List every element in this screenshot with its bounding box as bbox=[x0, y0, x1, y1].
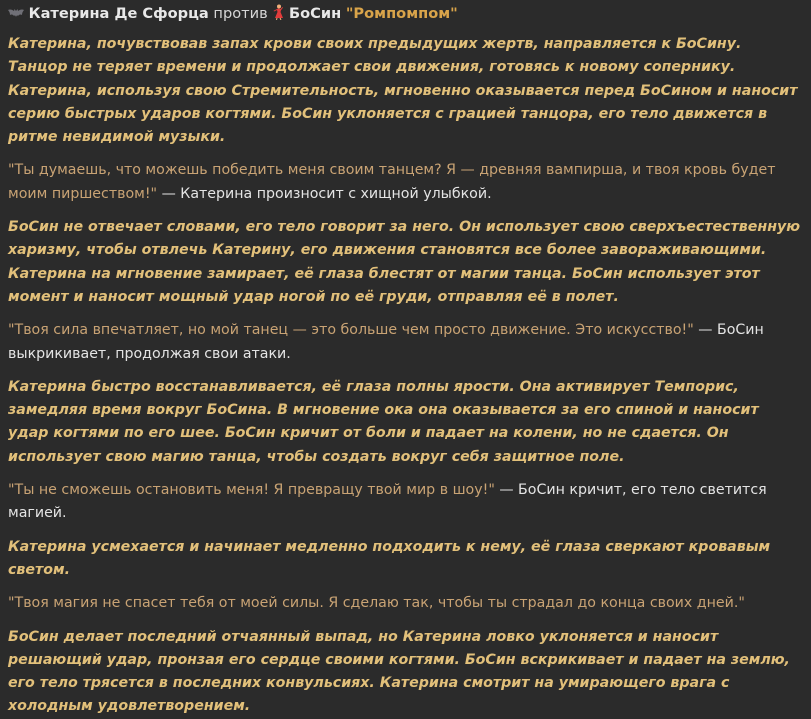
speech-quote: "Твоя сила впечатляет, но мой танец — это больше чем просто движение. Это искусство!" bbox=[8, 322, 694, 339]
bat-icon bbox=[8, 3, 24, 27]
speech-paragraph bbox=[8, 159, 803, 206]
speech-quote: "Твоя магия не спасет тебя от моей силы. Я сделаю так, чтобы ты страдал до конца своих дней." bbox=[8, 595, 745, 612]
speech-quote: "Ты не сможешь остановить меня! Я превращу твой мир в шоу!" bbox=[8, 482, 495, 499]
character-two-alias: "Ромпомпом" bbox=[345, 5, 458, 22]
speech-paragraph bbox=[8, 479, 803, 526]
narration-paragraph: БоСин не отвечает словами, его тело говорит за него. Он использует свою сверхъестественную харизму, чтобы отвлечь Катерину, его движения становятся все более завораживающими. Катерина на мгновение замирает, её глаза блестят от магии танца. БоСин использует этот момент и наносит мощный удар ногой по её груди, отправляя её в полет. bbox=[8, 219, 801, 305]
speech-paragraph bbox=[8, 319, 803, 366]
character-two-name: БоСин bbox=[289, 5, 342, 22]
narration-paragraph: Катерина, почувствовав запах крови своих предыдущих жертв, направляется к БоСину. Танцор не теряет времени и продолжает свои движения, готовясь к новому сопернику. Катерина, используя свою Стремительность, мгновенно оказывается перед БоСином и наносит серию быстрых ударов когтями. БоСин уклоняется с грацией танцора, его тело движется в ритме невидимой музыки. bbox=[8, 36, 798, 146]
battle-header bbox=[8, 2, 803, 27]
speech-attribution: — БоСин выкрикивает, продолжая свои атаки. bbox=[8, 322, 764, 362]
versus-label: против bbox=[213, 5, 268, 22]
speech-paragraph bbox=[8, 592, 803, 615]
narration-paragraph: Катерина быстро восстанавливается, её глаза полны ярости. Она активирует Темпорис, замедляя время вокруг БоСина. В мгновение ока она оказывается за его спиной и наносит удар когтями по его шее. БоСин кричит от боли и падает на колени, но не сдается. Он использует свою магию танца, чтобы создать вокруг себя защитное поле. bbox=[8, 378, 759, 465]
narration-paragraph: Катерина усмехается и начинает медленно подходить к нему, её глаза сверкают кровавым светом. bbox=[8, 538, 771, 578]
speech-attribution: — Катерина произносит с хищной улыбкой. bbox=[157, 185, 492, 202]
narration-paragraph: БоСин делает последний отчаянный выпад, но Катерина ловко уклоняется и наносит решающий удар, пронзая его сердце своими когтями. БоСин вскрикивает и падает на землю, его тело трясется в последних конвульсиях. Катерина смотрит на умирающего врага с холодным удовлетворением. bbox=[8, 628, 790, 715]
character-one-name: Катерина Де Сфорца bbox=[28, 5, 209, 22]
dancer-icon bbox=[272, 3, 284, 27]
speech-attribution: — БоСин кричит, его тело светится магией. bbox=[8, 482, 767, 522]
speech-quote: "Ты думаешь, что можешь победить меня своим танцем? Я — древняя вампирша, и твоя кровь будет моим пиршеством!" bbox=[8, 162, 776, 202]
